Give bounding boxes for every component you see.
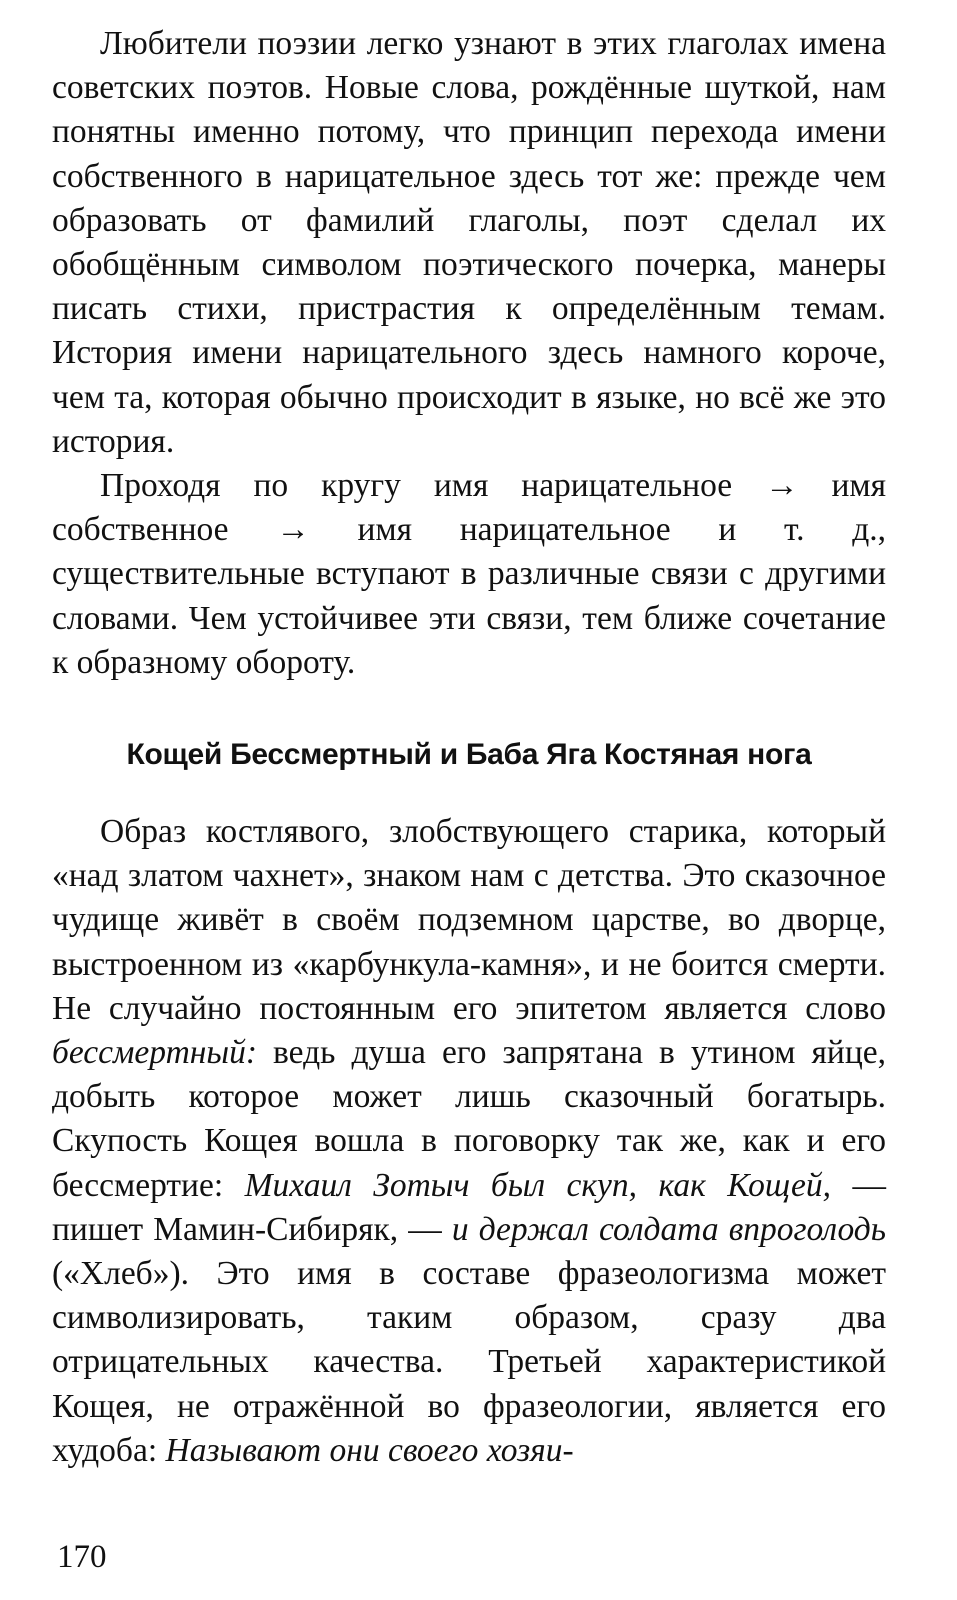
paragraph-3-text-2: ведь душа его запрятана в утином яйце, добыть которое может лишь сказочный богатырь. Скупость Кощея вошла в поговорку так же, как и его бессмертие: xyxy=(52,1034,886,1204)
paragraph-3-text-4: («Хлеб»). Это имя в составе фразеологизма может символизировать, таким образом, сразу два отрицательных качества. Третьей характеристикой Кощея, не отражённой во фразеологии, является его худоба: xyxy=(52,1255,886,1469)
paragraph-3 xyxy=(52,810,886,1473)
page-number: 170 xyxy=(57,1539,107,1575)
text-block-top xyxy=(52,22,886,685)
paragraph-3-text-1: Образ костлявого, злобствующего старика, который «над златом чахнет», знаком нам с детства. Это сказочное чудище живёт в своём подземном царстве, во дворце, выстроенном из «карбункула-камня», и не боится смерти. Не случайно постоянным его эпитетом является слово xyxy=(52,813,886,1027)
paragraph-3-italic-4: Называют они своего хозяи- xyxy=(165,1431,574,1469)
paragraph-2: Проходя по кругу имя нарицательное → имя собственное → имя нарицательное и т. д., существительные вступают в различные связи с другими словами. Чем устойчивее эти связи, тем ближе сочетание к образному обороту. xyxy=(52,467,886,681)
paragraph-1: Любители поэзии легко узнают в этих глаголах имена советских поэтов. Новые слова, рождённые шуткой, нам понятны именно потому, что принцип перехода имени собственного в нарицательное здесь тот же: прежде чем образовать от фамилий глаголы, поэт сделал их обобщённым символом поэтического почерка, манеры писать стихи, пристрастия к определённым темам. История имени нарицательного здесь намного короче, чем та, которая обычно происходит в языке, но всё же это история. xyxy=(52,25,886,460)
text-block-bottom xyxy=(52,810,886,1473)
section-heading: Кощей Бессмертный и Баба Яга Костяная нога xyxy=(126,738,812,771)
paragraph-3-text-3: — пишет Мамин-Сибиряк, — xyxy=(52,1166,886,1248)
paragraph-3-italic-1: бессмертный: xyxy=(52,1034,257,1072)
paragraph-3-italic-2: Михаил Зотыч был скуп, как Кощей, xyxy=(244,1166,832,1204)
paragraph-3-italic-3: и держал солдата впроголодь xyxy=(451,1210,886,1248)
